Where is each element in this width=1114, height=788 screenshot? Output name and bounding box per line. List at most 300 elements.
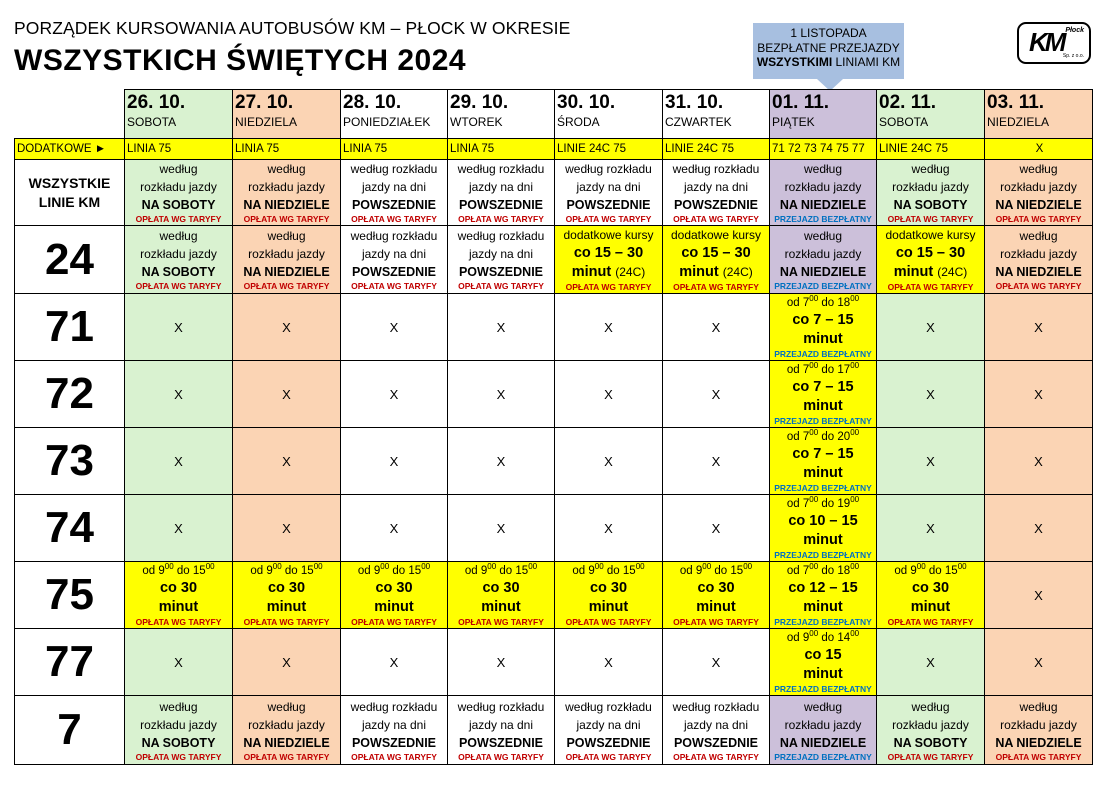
day-date: 02. 11.	[879, 92, 937, 113]
schedule-cell: X	[555, 629, 663, 696]
cell-text: do	[496, 564, 516, 577]
cell-text: według	[159, 699, 198, 714]
logo-company: Sp. z o.o.	[1062, 53, 1084, 59]
cell-text: minut	[158, 598, 199, 615]
minutes-superscript: 00	[850, 427, 860, 437]
minutes-superscript: 00	[164, 561, 174, 571]
cell-text: 7	[802, 497, 810, 510]
cell-text: według rozkładu	[565, 699, 652, 714]
additional-cell: LINIA 75	[125, 139, 233, 160]
day-header	[233, 90, 341, 139]
cell-text: według	[1019, 229, 1058, 243]
cell-text: co 10 – 15	[788, 512, 858, 529]
cell-text: od	[786, 497, 803, 510]
km-logo	[1017, 22, 1091, 64]
cell-text: OPŁATA WG TARYFY	[673, 282, 759, 292]
cell-text: co 7 – 15	[792, 378, 854, 395]
cell-text: OPŁATA WG TARYFY	[135, 751, 222, 762]
cell-text: POWSZEDNIE	[351, 198, 437, 212]
cell-text: POWSZEDNIE	[673, 735, 759, 750]
cell-text: OPŁATA WG TARYFY	[351, 751, 437, 762]
cell-text: co 30	[697, 579, 735, 596]
cell-text: według	[267, 229, 306, 243]
schedule-cell	[770, 629, 877, 696]
minutes-superscript: 00	[487, 561, 497, 571]
cell-text: POWSZEDNIE	[351, 735, 437, 750]
day-name: ŚRODA	[557, 115, 600, 129]
schedule-cell: X	[985, 428, 1093, 495]
cell-text: 9	[480, 564, 488, 577]
cell-text: 7	[802, 296, 810, 309]
cell-text: według	[159, 229, 198, 243]
schedule-cell	[448, 160, 555, 226]
minutes-superscript: 00	[809, 494, 819, 504]
cell-text: PRZEJAZD BEZPŁATNY	[774, 214, 872, 224]
cell-text: PRZEJAZD BEZPŁATNY	[774, 415, 872, 426]
cell-text: POWSZEDNIE	[458, 265, 544, 279]
cell-text: 7	[802, 564, 810, 577]
cell-text: co 30	[482, 579, 520, 596]
row-label-line: 75	[15, 562, 125, 629]
schedule-cell: X	[341, 629, 448, 696]
cell-text: minut	[679, 264, 719, 280]
minutes-superscript: 00	[272, 561, 282, 571]
additional-row	[15, 139, 1093, 160]
schedule-cell	[770, 294, 877, 361]
cell-text	[663, 563, 769, 579]
row-all-lines	[15, 160, 1093, 226]
cell-text: minut	[588, 598, 629, 615]
row-label-line: 7	[15, 696, 125, 765]
cell-text: rozkładu jazdy	[140, 247, 217, 261]
cell-text: według	[911, 699, 950, 714]
cell-text: OPŁATA WG TARYFY	[135, 616, 222, 627]
cell-text: do	[818, 363, 838, 376]
cell-text: 15	[730, 564, 744, 577]
schedule-cell: X	[877, 294, 985, 361]
cell-text: OPŁATA WG TARYFY	[673, 751, 759, 762]
cell-text: rozkładu jazdy	[892, 717, 969, 732]
cell-text: NA SOBOTY	[141, 735, 216, 750]
cell-text: od	[786, 296, 803, 309]
schedule-cell	[125, 562, 233, 629]
cell-text	[770, 429, 876, 445]
cell-text: POWSZEDNIE	[566, 735, 651, 750]
cell-text: według	[1019, 162, 1058, 176]
cell-text: co 15 – 30	[681, 245, 751, 261]
notice-date: 1 LISTOPADA	[790, 26, 867, 40]
cell-text: 18	[837, 564, 851, 577]
cell-text: jazdy na dni	[361, 247, 427, 261]
row-label-line: 77	[15, 629, 125, 696]
cell-text	[341, 563, 447, 579]
cell-text: PRZEJAZD BEZPŁATNY	[774, 616, 872, 627]
schedule-cell	[555, 562, 663, 629]
schedule-cell	[877, 226, 985, 294]
schedule-cell	[663, 696, 770, 765]
cell-text	[555, 263, 662, 282]
schedule-cell	[341, 562, 448, 629]
schedule-cell	[125, 226, 233, 294]
cell-text: według rozkładu	[457, 699, 545, 714]
day-name: PIĄTEK	[772, 115, 815, 129]
schedule-cell: X	[233, 495, 341, 562]
schedule-cell	[233, 562, 341, 629]
cell-text	[877, 263, 984, 282]
cell-text: OPŁATA WG TARYFY	[995, 281, 1082, 291]
schedule-cell	[877, 160, 985, 226]
schedule-cell: X	[341, 495, 448, 562]
cell-text: jazdy na dni	[468, 717, 534, 732]
row-line-7	[15, 696, 1093, 765]
cell-text: do	[818, 497, 838, 510]
cell-text: co 30	[589, 579, 628, 596]
cell-text: minut	[266, 598, 307, 615]
cell-text: jazdy na dni	[576, 180, 641, 194]
cell-text: od	[786, 564, 803, 577]
schedule-cell: X	[555, 495, 663, 562]
cell-text: według	[803, 229, 843, 243]
cell-text	[125, 563, 232, 579]
cell-text: OPŁATA WG TARYFY	[995, 751, 1082, 762]
cell-text: co 30	[267, 579, 306, 596]
cell-text: od	[357, 564, 374, 577]
schedule-cell	[985, 160, 1093, 226]
schedule-cell: X	[125, 361, 233, 428]
row-label-line: 73	[15, 428, 125, 495]
schedule-cell: X	[233, 361, 341, 428]
cell-text: OPŁATA WG TARYFY	[135, 214, 222, 224]
cell-text: OPŁATA WG TARYFY	[458, 214, 544, 224]
cell-text: według	[803, 699, 843, 714]
minutes-superscript: 00	[809, 561, 819, 571]
cell-text: do	[925, 564, 945, 577]
cell-text: do	[818, 296, 838, 309]
cell-text: 9	[373, 564, 381, 577]
row-line-24	[15, 226, 1093, 294]
cell-text: NA SOBOTY	[893, 198, 968, 212]
schedule-cell: X	[448, 361, 555, 428]
schedule-cell	[770, 428, 877, 495]
schedule-cell	[341, 160, 448, 226]
minutes-superscript: 00	[702, 561, 712, 571]
day-header	[448, 90, 555, 139]
cell-text: 17	[837, 363, 851, 376]
cell-text: NA SOBOTY	[141, 198, 216, 212]
day-header	[985, 90, 1093, 139]
cell-text: do	[173, 564, 193, 577]
schedule-cell	[233, 696, 341, 765]
additional-cell: LINIA 75	[341, 139, 448, 160]
cell-text: OPŁATA WG TARYFY	[351, 281, 437, 291]
cell-text: OPŁATA WG TARYFY	[565, 751, 652, 762]
cell-text: co 7 – 15	[792, 445, 854, 462]
cell-text: rozkładu jazdy	[784, 717, 862, 732]
cell-text: jazdy na dni	[468, 247, 534, 261]
cell-text: OPŁATA WG TARYFY	[887, 214, 974, 224]
schedule-cell	[341, 696, 448, 765]
schedule-table	[14, 89, 1093, 765]
cell-text: według	[1019, 699, 1058, 714]
cell-text: jazdy na dni	[361, 180, 427, 194]
schedule-cell	[985, 226, 1093, 294]
day-header	[555, 90, 663, 139]
cell-text: jazdy na dni	[361, 717, 427, 732]
cell-text: NA SOBOTY	[141, 265, 216, 279]
schedule-cell	[448, 562, 555, 629]
schedule-cell	[448, 696, 555, 765]
schedule-cell	[770, 562, 877, 629]
cell-text: NA NIEDZIELE	[243, 265, 330, 279]
minutes-superscript: 00	[809, 360, 819, 370]
schedule-cell: X	[663, 428, 770, 495]
cell-text: do	[389, 564, 409, 577]
schedule-cell: X	[233, 428, 341, 495]
day-date: 31. 10.	[665, 92, 724, 113]
cell-text: co 12 – 15	[788, 579, 858, 596]
minutes-superscript: 00	[850, 561, 860, 571]
schedule-cell: X	[233, 294, 341, 361]
minutes-superscript: 00	[850, 494, 860, 504]
cell-text: według rozkładu	[350, 699, 438, 714]
cell-text: co 7 – 15	[792, 311, 854, 328]
schedule-cell: X	[985, 294, 1093, 361]
schedule-cell: X	[125, 629, 233, 696]
cell-text	[770, 362, 876, 378]
schedule-cell	[555, 696, 663, 765]
schedule-cell: X	[985, 361, 1093, 428]
row-label-all-lines: WSZYSTKIE LINIE KM	[15, 160, 125, 226]
cell-text: co 30	[159, 579, 198, 596]
cell-text: 9	[802, 631, 810, 644]
cell-text: PRZEJAZD BEZPŁATNY	[774, 482, 872, 493]
cell-text: od	[572, 564, 589, 577]
schedule-cell: X	[877, 495, 985, 562]
notice-rest: LINIAMI KM	[832, 55, 901, 69]
cell-text: OPŁATA WG TARYFY	[458, 751, 544, 762]
day-name: SOBOTA	[127, 115, 177, 129]
schedule-cell: X	[341, 361, 448, 428]
schedule-cell	[233, 226, 341, 294]
minutes-superscript: 00	[743, 561, 753, 571]
cell-text: PRZEJAZD BEZPŁATNY	[774, 751, 872, 762]
cell-text: dodatkowe kursy	[670, 228, 762, 242]
cell-text: 7	[802, 363, 810, 376]
title-line-2: WSZYSTKICH ŚWIĘTYCH 2024	[14, 44, 467, 77]
cell-text: minut	[803, 531, 843, 548]
cell-text: do	[818, 430, 838, 443]
cell-text: według rozkładu	[672, 162, 760, 176]
day-date: 28. 10.	[343, 92, 402, 113]
cell-text: 15	[300, 564, 314, 577]
cell-text: według rozkładu	[672, 699, 760, 714]
day-date: 30. 10.	[557, 92, 616, 113]
day-date: 26. 10.	[127, 92, 186, 113]
additional-label: DODATKOWE ►	[15, 139, 125, 160]
schedule-cell	[663, 226, 770, 294]
additional-cell: X	[985, 139, 1093, 160]
day-date: 01. 11.	[772, 92, 830, 113]
schedule-cell: X	[125, 294, 233, 361]
schedule-cell: X	[341, 428, 448, 495]
minutes-superscript: 00	[809, 427, 819, 437]
row-line-75	[15, 562, 1093, 629]
additional-cell: LINIE 24C 75	[555, 139, 663, 160]
schedule-cell	[448, 226, 555, 294]
cell-text: od	[786, 430, 803, 443]
cell-text: NA NIEDZIELE	[243, 198, 330, 212]
row-line-74	[15, 495, 1093, 562]
cell-text: OPŁATA WG TARYFY	[243, 751, 330, 762]
day-name: CZWARTEK	[665, 115, 732, 129]
cell-text: OPŁATA WG TARYFY	[458, 616, 544, 627]
schedule-cell	[125, 696, 233, 765]
cell-text: rozkładu jazdy	[784, 180, 862, 194]
schedule-cell	[877, 562, 985, 629]
cell-text: 15	[944, 564, 958, 577]
cell-text: od	[786, 363, 803, 376]
schedule-cell: X	[555, 428, 663, 495]
cell-text: rozkładu jazdy	[248, 717, 325, 732]
additional-cell: 71 72 73 74 75 77	[770, 139, 877, 160]
cell-text: do	[711, 564, 731, 577]
minutes-superscript: 00	[850, 628, 860, 638]
cell-text: OPŁATA WG TARYFY	[673, 616, 759, 627]
schedule-cell: X	[877, 629, 985, 696]
cell-text: rozkładu jazdy	[140, 180, 217, 194]
day-header	[663, 90, 770, 139]
cell-text: rozkładu jazdy	[892, 180, 969, 194]
day-name: NIEDZIELA	[987, 115, 1050, 129]
cell-text: co 30	[911, 579, 950, 596]
schedule-cell	[663, 160, 770, 226]
cell-text: 9	[910, 564, 917, 577]
day-name: NIEDZIELA	[235, 115, 298, 129]
row-label-line: 72	[15, 361, 125, 428]
day-header	[877, 90, 985, 139]
cell-text: OPŁATA WG TARYFY	[887, 751, 974, 762]
cell-text: 15	[622, 564, 636, 577]
cell-text: według	[803, 162, 843, 176]
additional-cell: LINIE 24C 75	[663, 139, 770, 160]
minutes-superscript: 00	[635, 561, 645, 571]
cell-text: rozkładu jazdy	[1000, 717, 1077, 732]
cell-text: dodatkowe kursy	[563, 228, 654, 242]
schedule-cell: X	[448, 294, 555, 361]
cell-text: OPŁATA WG TARYFY	[995, 214, 1082, 224]
cell-text: minut	[803, 598, 843, 615]
additional-cell: LINIE 24C 75	[877, 139, 985, 160]
cell-text: co 15 – 30	[573, 245, 644, 261]
row-label-line: 71	[15, 294, 125, 361]
cell-text: od	[679, 564, 696, 577]
cell-text: POWSZEDNIE	[673, 198, 759, 212]
cell-text: OPŁATA WG TARYFY	[565, 214, 652, 224]
minutes-superscript: 00	[850, 360, 860, 370]
cell-text: według rozkładu	[457, 229, 545, 243]
notice-bold: WSZYSTKIMI	[756, 55, 833, 69]
schedule-cell	[770, 226, 877, 294]
schedule-cell: X	[877, 428, 985, 495]
cell-text: 20	[837, 430, 851, 443]
day-date: 27. 10.	[235, 92, 294, 113]
row-line-72	[15, 361, 1093, 428]
cell-text	[233, 563, 340, 579]
cell-text: OPŁATA WG TARYFY	[565, 616, 652, 627]
cell-text: od	[786, 631, 803, 644]
cell-text: OPŁATA WG TARYFY	[243, 616, 330, 627]
cell-text: minut	[803, 330, 843, 347]
cell-text: OPŁATA WG TARYFY	[565, 282, 652, 292]
minutes-superscript: 00	[809, 293, 819, 303]
schedule-cell	[555, 160, 663, 226]
cell-text: 9	[158, 564, 165, 577]
cell-text: co 15	[804, 646, 842, 663]
cell-text: rozkładu jazdy	[1000, 247, 1077, 261]
cell-text: (24C)	[722, 265, 753, 279]
cell-text: według	[911, 162, 950, 176]
logo-km: KM	[1029, 27, 1064, 57]
cell-text: co 30	[375, 579, 413, 596]
schedule-cell: X	[877, 361, 985, 428]
day-name: SOBOTA	[879, 115, 929, 129]
cell-text: jazdy na dni	[683, 717, 749, 732]
cell-text	[770, 295, 876, 311]
schedule-cell	[341, 226, 448, 294]
cell-text: według rozkładu	[457, 162, 545, 176]
notice-text: BEZPŁATNE PRZEJAZDY	[757, 40, 900, 55]
day-header	[770, 90, 877, 139]
cell-text: 18	[837, 296, 851, 309]
cell-text: PRZEJAZD BEZPŁATNY	[774, 281, 872, 291]
minutes-superscript: 00	[916, 561, 926, 571]
cell-text: rozkładu jazdy	[248, 247, 325, 261]
day-name: WTOREK	[450, 115, 503, 129]
cell-text: NA SOBOTY	[893, 735, 968, 750]
additional-cell: LINIA 75	[233, 139, 341, 160]
row-label-line: 74	[15, 495, 125, 562]
free-rides-notice	[753, 23, 904, 79]
cell-text: POWSZEDNIE	[458, 735, 544, 750]
schedule-cell	[770, 495, 877, 562]
cell-text: minut	[893, 264, 934, 280]
cell-text: OPŁATA WG TARYFY	[458, 281, 544, 291]
notice-lines	[753, 55, 904, 70]
minutes-superscript: 00	[380, 561, 390, 571]
cell-text: według	[267, 699, 306, 714]
cell-text: od	[250, 564, 267, 577]
minutes-superscript: 00	[528, 561, 538, 571]
cell-text: rozkładu jazdy	[140, 717, 217, 732]
cell-text: (24C)	[937, 265, 968, 279]
cell-text: OPŁATA WG TARYFY	[243, 214, 330, 224]
cell-text: minut	[803, 464, 843, 481]
schedule-cell: X	[448, 495, 555, 562]
schedule-cell	[985, 696, 1093, 765]
cell-text: rozkładu jazdy	[784, 247, 862, 261]
cell-text	[770, 496, 876, 512]
schedule-cell: X	[555, 294, 663, 361]
minutes-superscript: 00	[850, 293, 860, 303]
cell-text: jazdy na dni	[683, 180, 749, 194]
cell-text: 7	[802, 430, 810, 443]
cell-text: od	[894, 564, 911, 577]
schedule-cell: X	[341, 294, 448, 361]
schedule-cell: X	[663, 629, 770, 696]
cell-text: według	[267, 162, 306, 176]
cell-text: rozkładu jazdy	[248, 180, 325, 194]
cell-text: jazdy na dni	[576, 717, 641, 732]
